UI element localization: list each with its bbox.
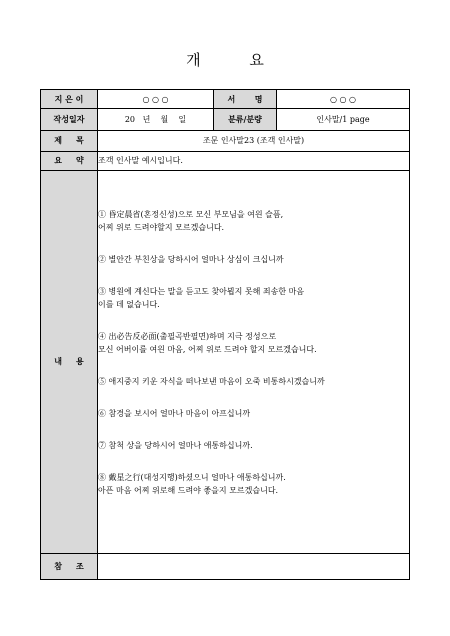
- subject-label: 제 목: [41, 130, 98, 151]
- content-label: 내 용: [41, 171, 98, 553]
- content-line: ⑧ 戴星之行(대성지행)하셨으니 얼마나 애통하십니까.: [98, 472, 286, 482]
- content-line: ③ 병원에 계신다는 말을 듣고도 찾아뵙지 못해 죄송한 마음: [98, 286, 305, 296]
- content-line: 아픈 마음 어찌 위로해 드려야 좋을지 모르겠습니다.: [98, 485, 279, 495]
- content-list: [98, 208, 409, 497]
- author-label: 지 은 이: [41, 90, 98, 109]
- date-value: 20 년 월 일: [98, 109, 214, 130]
- summary-row: [41, 151, 410, 170]
- subject-row: [41, 130, 410, 151]
- content-line: 이를 데 없습니다.: [98, 299, 160, 309]
- category-value: 인사말/1 page: [277, 109, 410, 130]
- date-row: [41, 109, 410, 130]
- page-title: 개 요: [186, 51, 286, 69]
- summary-value: 조객 인사말 예시입니다.: [98, 151, 410, 170]
- content-line: ⑥ 참경을 보시어 얼마나 마음이 아프십니까: [98, 408, 251, 418]
- content-item: [98, 407, 409, 420]
- date-label: 작성일자: [41, 109, 98, 130]
- reference-value: [98, 553, 410, 579]
- content-line: ⑤ 애지중지 키운 자식을 떠나보낸 마음이 오죽 비통하시겠습니까: [98, 376, 325, 386]
- content-item: [98, 439, 409, 452]
- content-line: ⑦ 참척 상을 당하시어 얼마나 애통하십니까.: [98, 440, 253, 450]
- content-item: [98, 375, 409, 388]
- reference-row: [41, 553, 410, 579]
- summary-label: 요 약: [41, 151, 98, 170]
- signature-value: ○ ○ ○: [277, 90, 410, 109]
- content-line: ④ 出必告反必面(출필곡반필면)하며 지극 정성으로: [98, 331, 277, 341]
- signature-label: 서 명: [214, 90, 277, 109]
- content-line: 어찌 위로 드려야할지 모르겠습니다.: [98, 222, 225, 232]
- content-item: [98, 285, 409, 311]
- author-value: ○ ○ ○: [98, 90, 214, 109]
- document-form-table: [40, 89, 410, 580]
- content-item: [98, 471, 409, 497]
- content-line: 모신 어버이를 여읜 마음, 어찌 위로 드려야 할지 모르겠습니다.: [98, 344, 317, 354]
- content-item: [98, 330, 409, 356]
- content-line: ① 昏定晨省(혼정신성)으로 모신 부모님을 여읜 슬픔,: [98, 209, 284, 219]
- content-body: [98, 171, 410, 553]
- category-label: 분류/분량: [214, 109, 277, 130]
- content-line: ② 별안간 부친상을 당하시어 얼마나 상심이 크십니까: [98, 254, 284, 264]
- author-row: [41, 90, 410, 109]
- content-row: [41, 171, 410, 553]
- content-item: [98, 253, 409, 266]
- subject-value: 조문 인사말23 (조객 인사말): [98, 130, 410, 151]
- content-item: [98, 208, 409, 234]
- reference-label: 참 조: [41, 553, 98, 579]
